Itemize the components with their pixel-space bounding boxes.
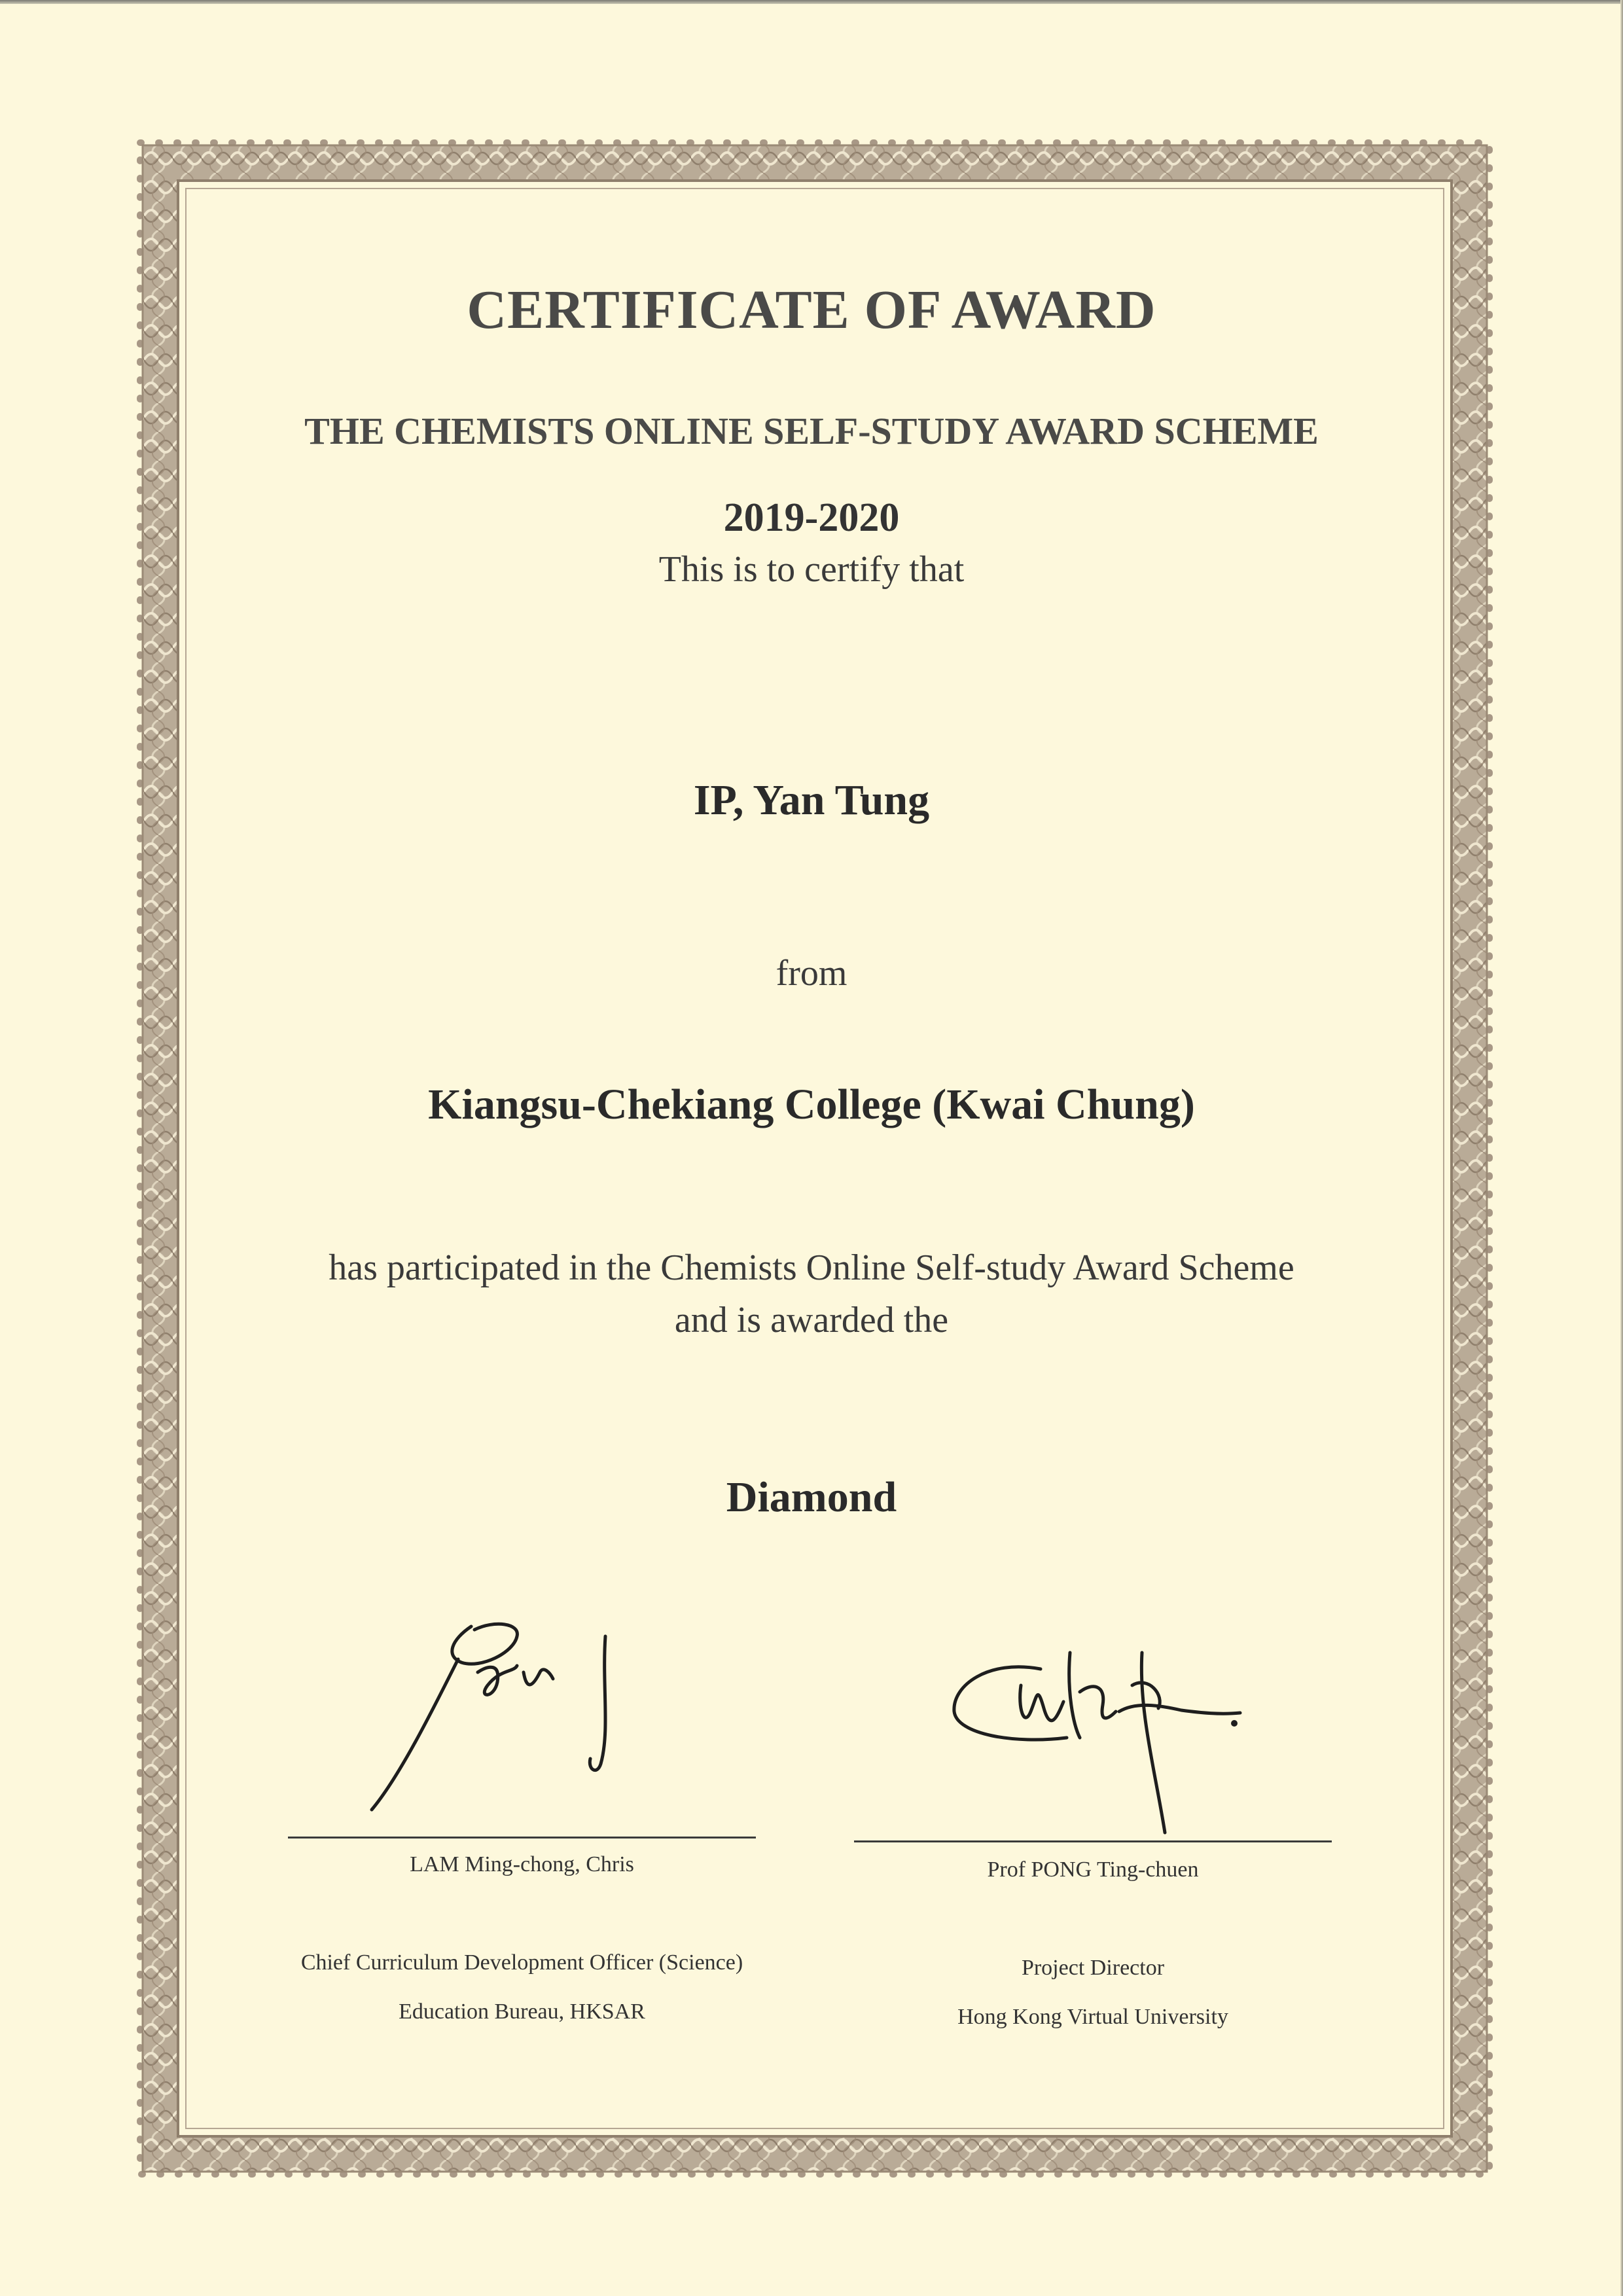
- signature-line-left: [288, 1837, 756, 1839]
- from-label: from: [776, 953, 847, 994]
- award-level: Diamond: [726, 1473, 897, 1521]
- award-year: 2019-2020: [723, 495, 900, 540]
- scheme-title: THE CHEMISTS ONLINE SELF-STUDY AWARD SCHEME: [304, 410, 1319, 452]
- signatory-name: Prof PONG Ting-chuen: [987, 1857, 1199, 1882]
- certificate-title: CERTIFICATE OF AWARD: [467, 279, 1156, 340]
- awarded-statement: and is awarded the: [674, 1300, 949, 1340]
- school-name: Kiangsu-Chekiang College (Kwai Chung): [428, 1081, 1195, 1128]
- signature-lam: [353, 1607, 654, 1823]
- participation-statement: has participated in the Chemists Online Self-study Award Scheme: [329, 1247, 1294, 1288]
- certify-statement: This is to certify that: [658, 549, 965, 590]
- recipient-name: IP, Yan Tung: [693, 776, 930, 824]
- signature-pong: [942, 1613, 1257, 1839]
- signatory-organization: Education Bureau, HKSAR: [399, 2000, 645, 2024]
- signatory-left: [288, 1852, 756, 2049]
- signatory-right: [854, 1857, 1332, 2054]
- signature-line-right: [854, 1840, 1332, 1842]
- signatory-organization: Hong Kong Virtual University: [957, 2005, 1228, 2029]
- signatory-name: LAM Ming-chong, Chris: [410, 1852, 634, 1876]
- signatory-title: Chief Curriculum Development Officer (Science): [300, 1950, 743, 1975]
- signatory-title: Project Director: [1021, 1956, 1165, 1980]
